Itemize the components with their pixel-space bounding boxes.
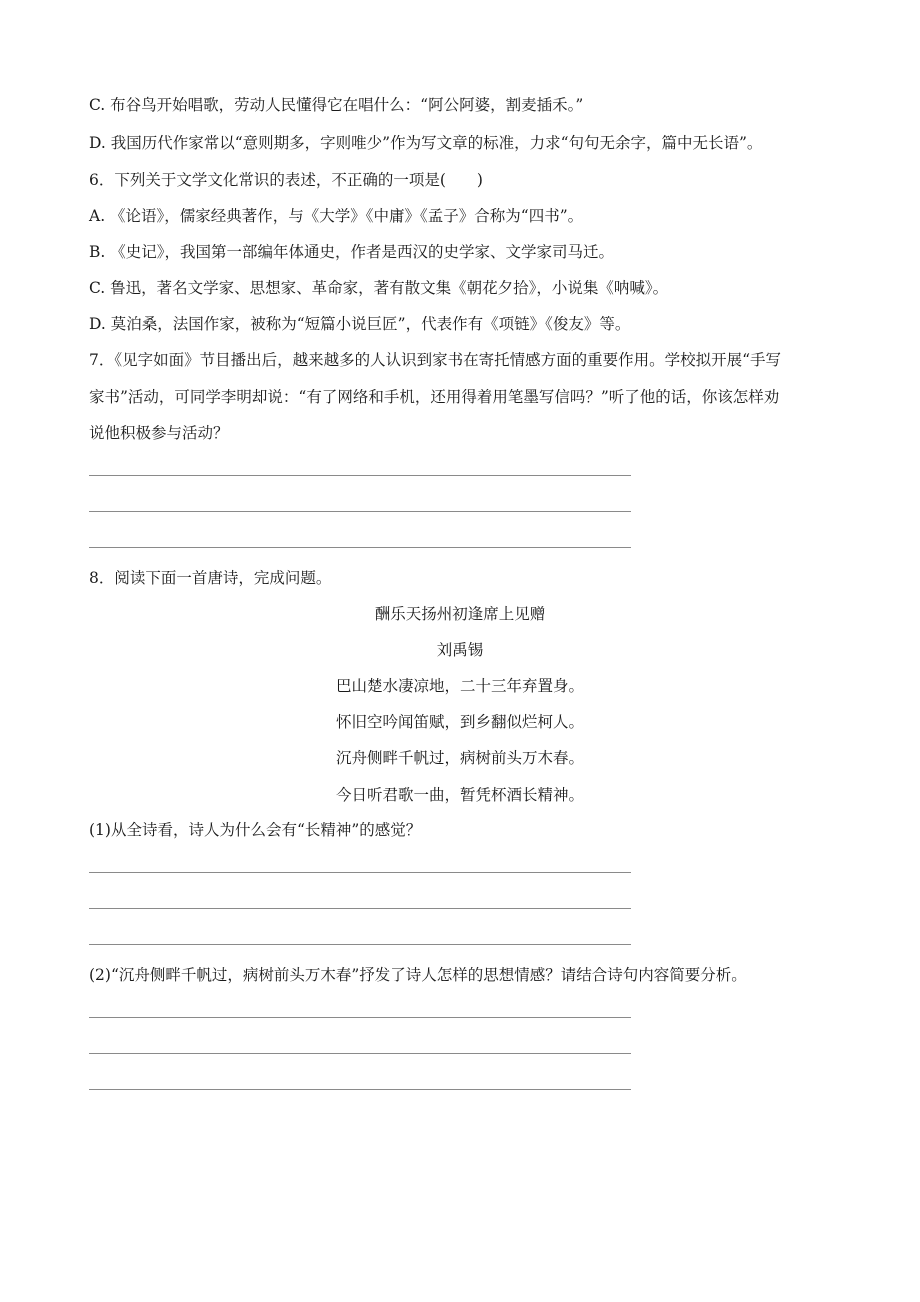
q7-text-line-2: 家书”活动，可同学李明却说：“有了网络和手机，还用得着用笔墨写信吗？”听了他的话，你该怎样劝 — [89, 388, 780, 406]
q7-answer-line[interactable] — [89, 511, 631, 512]
q8-sub2-answer-line[interactable] — [89, 1089, 631, 1090]
q8-sub1-question: (1)从全诗看，诗人为什么会有“长精神”的感觉？ — [89, 821, 422, 839]
poem-author: 刘禹锡 — [436, 641, 484, 659]
q6-option-d: D. 莫泊桑，法国作家，被称为“短篇小说巨匠”，代表作有《项链》《俊友》等。 — [89, 315, 631, 333]
q8-sub1-answer-line[interactable] — [89, 908, 631, 909]
q7-answer-line[interactable] — [89, 547, 631, 548]
q8-sub2-answer-line[interactable] — [89, 1017, 631, 1018]
poem-line: 怀旧空吟闻笛赋，到乡翻似烂柯人。 — [335, 713, 584, 731]
q7-answer-line[interactable] — [89, 475, 631, 476]
q6-option-b: B. 《史记》，我国第一部编年体通史，作者是西汉的史学家、文学家司马迁。 — [89, 243, 614, 261]
poem-line: 今日听君歌一曲，暂凭杯酒长精神。 — [335, 786, 584, 804]
poem-line: 沉舟侧畔千帆过，病树前头万木春。 — [335, 749, 584, 767]
q6-option-a: A. 《论语》，儒家经典著作，与《大学》《中庸》《孟子》合称为“四书”。 — [89, 207, 584, 225]
q5-option-d: D. 我国历代作家常以“意则期多，字则唯少”作为写文章的标准，力求“句句无余字，篇中无长语”。 — [89, 134, 763, 152]
q8-sub1-answer-line[interactable] — [89, 944, 631, 945]
q6-stem: 6．下列关于文学文化常识的表述，不正确的一项是( ) — [89, 171, 483, 189]
q8-stem: 8．阅读下面一首唐诗，完成问题。 — [89, 569, 332, 587]
q6-option-c: C. 鲁迅，著名文学家、思想家、革命家，著有散文集《朝花夕拾》，小说集《呐喊》。 — [89, 279, 669, 297]
poem-title: 酬乐天扬州初逢席上见赠 — [374, 605, 546, 623]
poem-line: 巴山楚水凄凉地，二十三年弃置身。 — [335, 677, 584, 695]
q8-sub1-answer-line[interactable] — [89, 872, 631, 873]
q7-text-line-1: 7．《见字如面》节目播出后，越来越多的人认识到家书在寄托情感方面的重要作用。学校拟开展“手写 — [89, 351, 782, 369]
q8-sub2-answer-line[interactable] — [89, 1053, 631, 1054]
q7-text-line-3: 说他积极参与活动？ — [89, 424, 229, 442]
q5-option-c: C. 布谷鸟开始唱歌，劳动人民懂得它在唱什么：“阿公阿婆，割麦插禾。” — [89, 96, 584, 114]
q8-sub2-question: (2)“沉舟侧畔千帆过，病树前头万木春”抒发了诗人怎样的思想情感？请结合诗句内容简要分析。 — [89, 966, 747, 984]
